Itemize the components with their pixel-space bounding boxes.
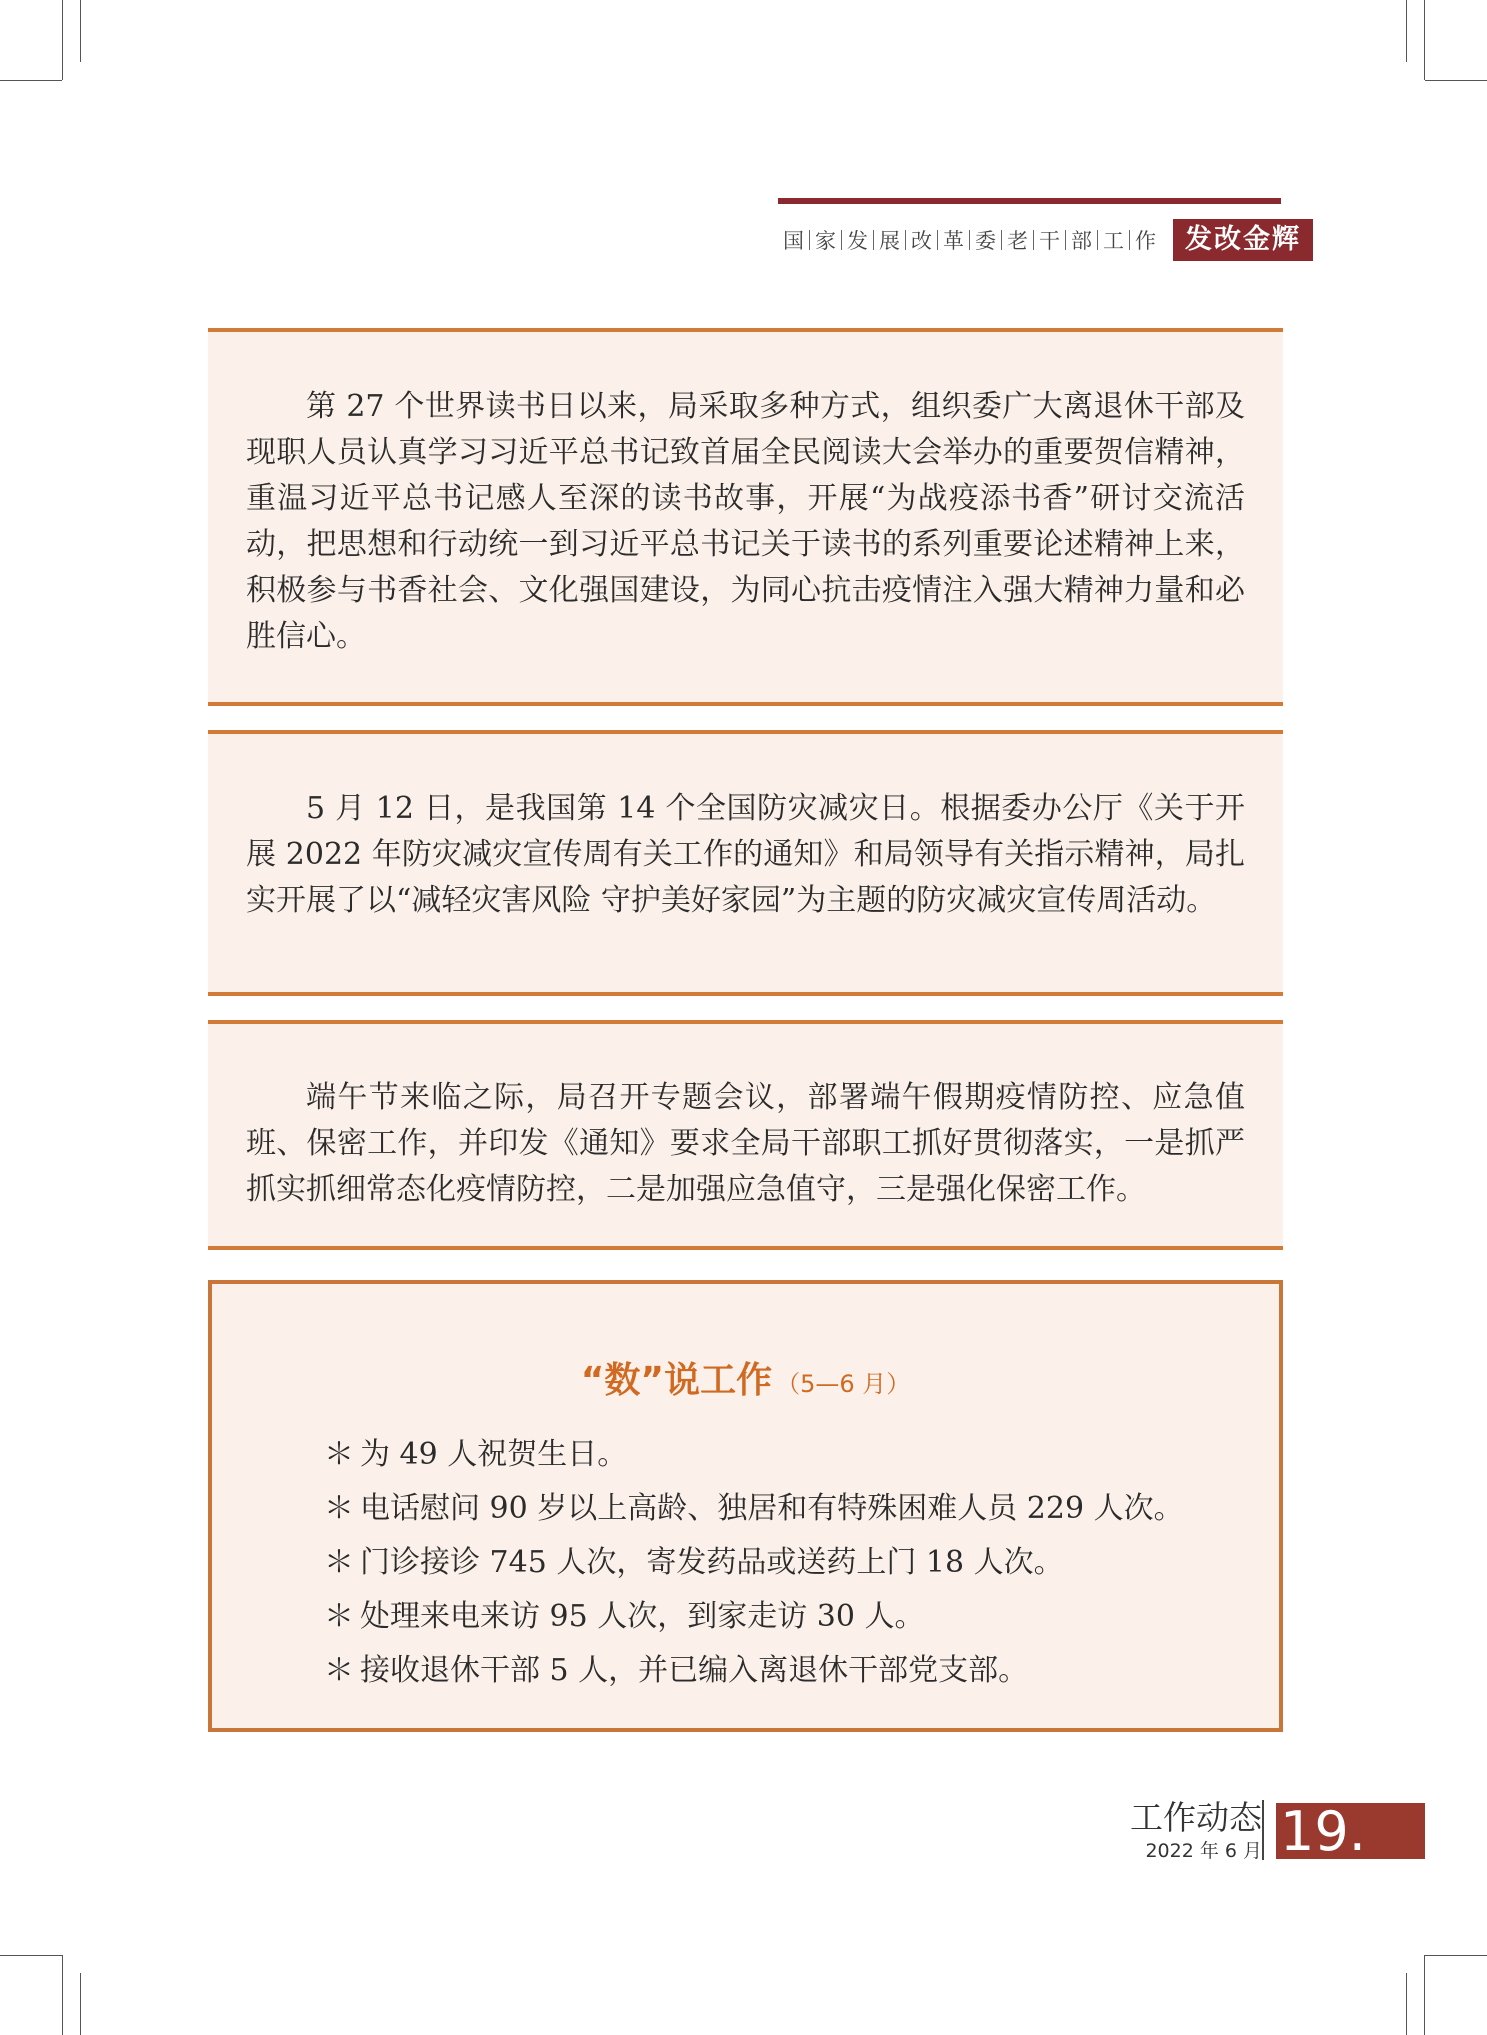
stats-item-text: 接收退休干部 5 人，并已编入离退休干部党支部。 xyxy=(360,1653,1029,1688)
org-name-char: 发 xyxy=(847,229,868,253)
crop-mark xyxy=(62,0,63,80)
stats-item xyxy=(324,1536,1184,1590)
org-name-char: 国 xyxy=(783,229,804,253)
news-text: 第 27 个世界读书日以来，局采取多种方式，组织委广大离退休干部及现职人员认真学习习近平总书记致首届全民阅读大会举办的重要贺信精神，重温习近平总书记感人至深的读书故事，开展“为战疫添书香”研讨交流活动，把思想和行动统一到习近平总书记关于读书的系列重要论述精神上来，积极参与书香社会、文化强国建设，为同心抗击疫情注入强大精神力量和必胜信心。 xyxy=(246,389,1245,654)
org-name-char: 老 xyxy=(1007,229,1028,253)
news-box-dragon-boat xyxy=(208,1020,1283,1250)
crop-mark xyxy=(1425,1955,1487,1956)
stats-item-text: 电话慰问 90 岁以上高龄、独居和有特殊困难人员 229 人次。 xyxy=(360,1491,1184,1526)
crop-mark xyxy=(1424,0,1425,80)
crop-mark xyxy=(1424,1955,1425,2035)
org-name-char: 革 xyxy=(943,229,964,253)
stats-item-text: 门诊接诊 745 人次，寄发药品或送药上门 18 人次。 xyxy=(360,1545,1064,1580)
asterisk-bullet-icon: ＊ xyxy=(324,1599,354,1634)
crop-mark xyxy=(80,1973,81,2035)
stats-title-text: “数”说工作 xyxy=(580,1360,773,1401)
stats-list xyxy=(324,1428,1184,1698)
org-name-char: 家 xyxy=(815,229,836,253)
page-number: 19. xyxy=(1276,1803,1425,1859)
asterisk-bullet-icon: ＊ xyxy=(324,1653,354,1688)
crop-mark xyxy=(1425,80,1487,81)
issue-date: 2022 年 6 月 xyxy=(1145,1840,1262,1862)
asterisk-bullet-icon: ＊ xyxy=(324,1491,354,1526)
org-name-char: 干 xyxy=(1039,229,1060,253)
stats-subtitle: （5—6 月） xyxy=(776,1370,911,1398)
org-name-char: 改 xyxy=(911,229,932,253)
org-name-char: 部 xyxy=(1071,229,1092,253)
brand-logo: 发改金辉 xyxy=(1173,219,1313,261)
asterisk-bullet-icon: ＊ xyxy=(324,1545,354,1580)
org-name-char: 展 xyxy=(879,229,900,253)
org-name xyxy=(778,225,1161,255)
stats-item xyxy=(324,1428,1184,1482)
stats-item xyxy=(324,1482,1184,1536)
stats-box xyxy=(208,1280,1283,1732)
stats-item-text: 为 49 人祝贺生日。 xyxy=(360,1437,628,1472)
org-name-char: 工 xyxy=(1103,229,1124,253)
crop-mark xyxy=(1406,0,1407,62)
stats-item xyxy=(324,1644,1184,1698)
asterisk-bullet-icon: ＊ xyxy=(324,1437,354,1472)
news-text: 5 月 12 日，是我国第 14 个全国防灾减灾日。根据委办公厅《关于开展 2022 年防灾减灾宣传周有关工作的通知》和局领导有关指示精神，局扎实开展了以“减轻灾害风险 守护美好家园”为主题的防灾减灾宣传周活动。 xyxy=(246,791,1245,918)
news-text: 端午节来临之际，局召开专题会议，部署端午假期疫情防控、应急值班、保密工作，并印发《通知》要求全局干部职工抓好贯彻落实，一是抓严抓实抓细常态化疫情防控，二是加强应急值守，三是强化保密工作。 xyxy=(246,1080,1245,1207)
running-header xyxy=(778,222,1313,258)
org-name-char: 作 xyxy=(1135,229,1156,253)
footer-divider xyxy=(1262,1800,1264,1860)
section-title: 工作动态 xyxy=(1130,1798,1262,1837)
news-box-reading-day xyxy=(208,328,1283,706)
crop-mark xyxy=(80,0,81,62)
org-name-char: 委 xyxy=(975,229,996,253)
stats-item-text: 处理来电来访 95 人次，到家走访 30 人。 xyxy=(360,1599,925,1634)
header-rule xyxy=(778,198,1281,204)
crop-mark xyxy=(0,80,62,81)
stats-title xyxy=(212,1352,1279,1403)
crop-mark xyxy=(0,1955,62,1956)
footer-section xyxy=(1130,1798,1262,1864)
crop-mark xyxy=(1406,1973,1407,2035)
crop-mark xyxy=(62,1955,63,2035)
news-box-disaster-day xyxy=(208,730,1283,996)
stats-item xyxy=(324,1590,1184,1644)
